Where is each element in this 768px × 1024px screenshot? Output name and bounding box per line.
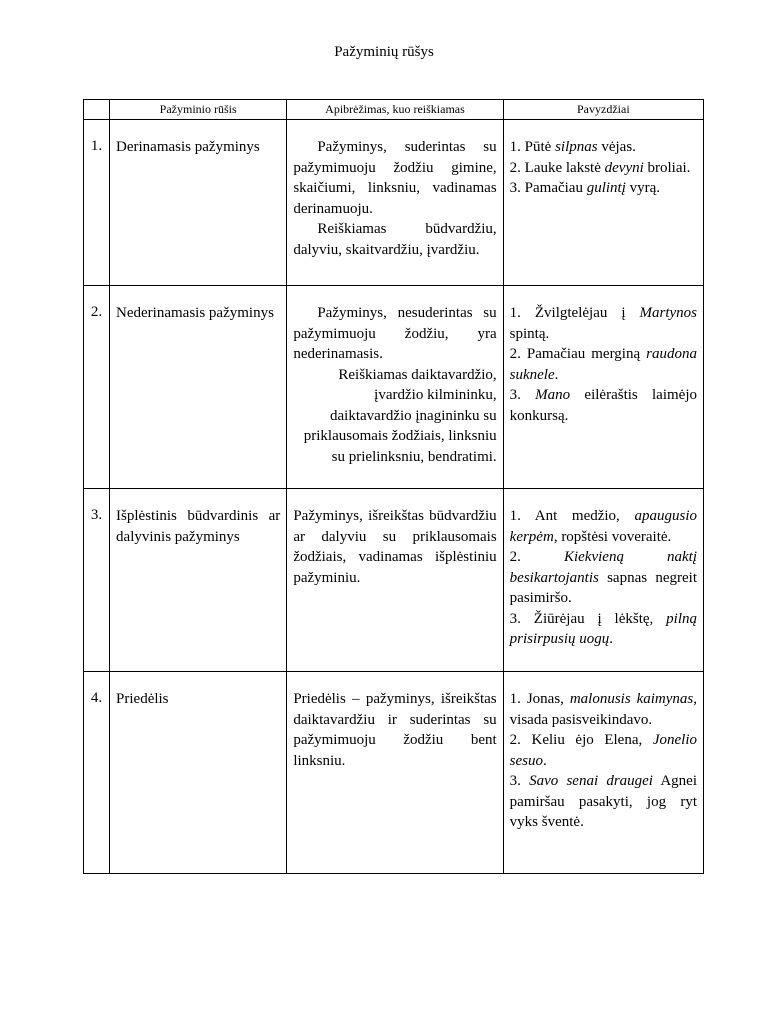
examples-cell bbox=[503, 489, 703, 672]
expression-text: Reiškiamas daiktavardžio, įvardžio kilmininku, daiktavardžio įnagininku su priklausomais žodžiais, linksniu su prielinksniu, bendratimi. bbox=[303, 366, 497, 465]
table-row bbox=[84, 672, 704, 874]
definition-cell bbox=[287, 286, 503, 489]
expression-text: Reiškiamas būdvardžiu, dalyviu, skaitvardžiu, įvardžiu. bbox=[293, 221, 497, 258]
type-name: Išplėstinis būdvardinis ar dalyvinis pažyminys bbox=[116, 508, 281, 545]
example: 2. Pamačiau merginą raudona suknele. bbox=[509, 346, 697, 383]
definition-text: Pažyminys, išreikštas būdvardžiu ar dalyviu su priklausomais žodžiais, vadinamas išplėstiniu pažyminiu. bbox=[293, 508, 497, 586]
example: 3. Žiūrėjau į lėkštę, pilną prisirpusių uogų. bbox=[509, 610, 697, 647]
type-cell bbox=[110, 672, 287, 874]
page-title: Pažyminių rūšys bbox=[334, 44, 434, 60]
header-number bbox=[84, 100, 110, 120]
example: 1. Ant medžio, apaugusio kerpėm, ropštėsi voveraitė. bbox=[509, 508, 697, 545]
definition-text: Priedėlis – pažyminys, išreikštas daiktavardžiu ir suderintas su pažymimuoju žodžiu bent linksniu. bbox=[293, 691, 497, 769]
example: 1. Žvilgtelėjau į Martynos spintą. bbox=[509, 305, 697, 342]
example: 2. Keliu ėjo Elena, Jonelio sesuo. bbox=[509, 732, 697, 769]
examples-cell bbox=[503, 672, 703, 874]
example: 2. Kiekvieną naktį besikartojantis sapnas negreit pasimiršo. bbox=[509, 549, 697, 606]
example: 3. Mano eilėraštis laimėjo konkursą. bbox=[509, 387, 697, 424]
examples-cell bbox=[503, 286, 703, 489]
type-cell bbox=[110, 489, 287, 672]
definition-text: Pažyminys, suderintas su pažymimuoju žodžiu gimine, skaičiumi, linksniu, vadinamas derinamuoju. bbox=[293, 139, 497, 217]
example: 2. Lauke lakstė devyni broliai. bbox=[509, 159, 691, 176]
definition-text: Pažyminys, nesuderintas su pažymimuoju žodžiu, yra nederinamasis. bbox=[293, 305, 497, 362]
table-header-row bbox=[84, 100, 704, 120]
table-row bbox=[84, 286, 704, 489]
row-number: 3. bbox=[84, 489, 110, 672]
type-name: Priedėlis bbox=[116, 691, 169, 707]
definition-cell bbox=[287, 489, 503, 672]
type-cell bbox=[110, 286, 287, 489]
example: 1. Pūtė silpnas vėjas. bbox=[509, 139, 636, 155]
row-number: 2. bbox=[84, 286, 110, 489]
table-row bbox=[84, 120, 704, 286]
row-number: 4. bbox=[84, 672, 110, 874]
header-type: Pažyminio rūšis bbox=[110, 100, 287, 120]
row-number: 1. bbox=[84, 120, 110, 286]
definition-cell bbox=[287, 672, 503, 874]
type-name: Nederinamasis pažyminys bbox=[116, 305, 274, 321]
header-definition: Apibrėžimas, kuo reiškiamas bbox=[287, 100, 503, 120]
definition-cell bbox=[287, 120, 503, 286]
attribute-types-table bbox=[83, 99, 704, 874]
example: 1. Jonas, malonusis kaimynas, visada pasisveikindavo. bbox=[509, 691, 697, 728]
header-examples: Pavyzdžiai bbox=[503, 100, 703, 120]
type-name: Derinamasis pažyminys bbox=[116, 139, 260, 155]
example: 3. Savo senai draugei Agnei pamiršau pasakyti, jog ryt vyks šventė. bbox=[509, 773, 698, 830]
table-row bbox=[84, 489, 704, 672]
examples-cell bbox=[503, 120, 703, 286]
example: 3. Pamačiau gulintį vyrą. bbox=[509, 180, 661, 196]
type-cell bbox=[110, 120, 287, 286]
